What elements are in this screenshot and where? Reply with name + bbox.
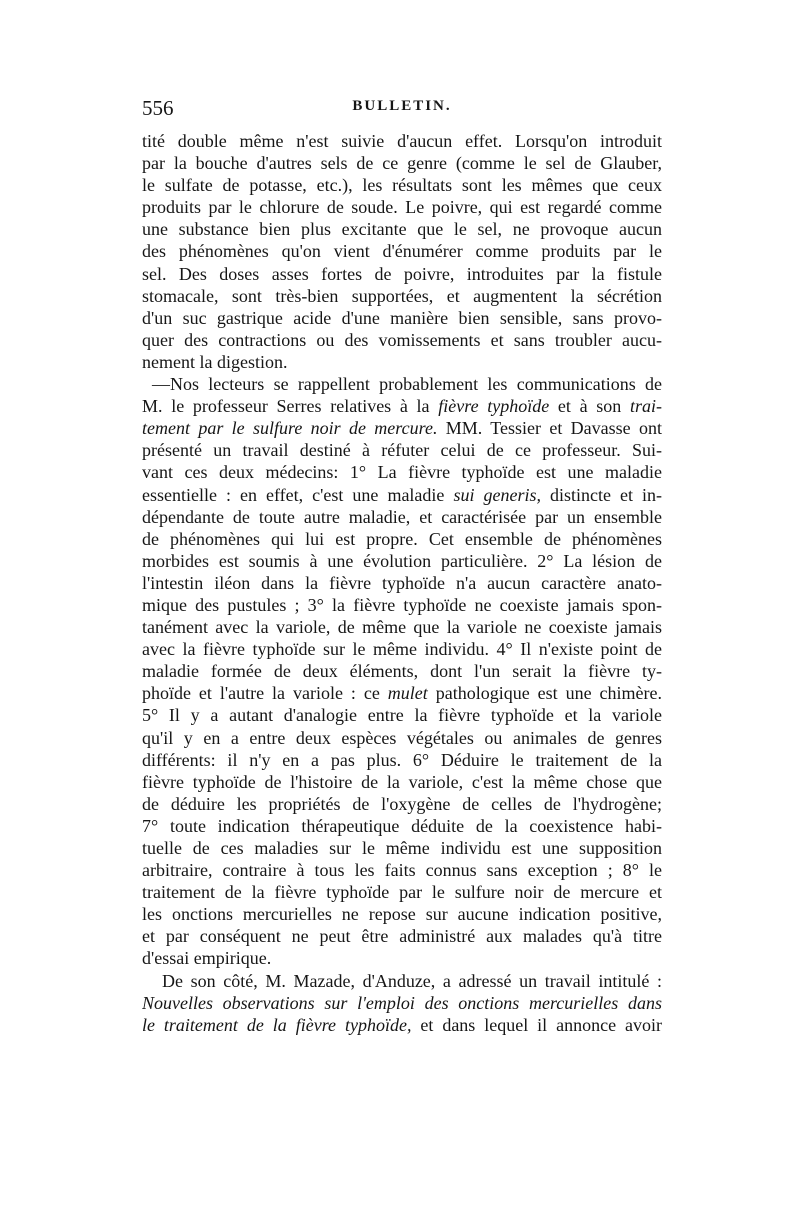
text-line [142,727,662,749]
text-segment: 5° Il y a autant d'analogie entre la fièvre typhoïde et la variole [142,705,662,726]
italic-text: fièvre typhoïde [438,396,550,417]
text-segment: de phénomènes qui lui est propre. Cet ensemble de phénomènes [142,528,662,549]
page-header [142,90,662,126]
text-line [142,594,662,616]
text-segment: l'intestin iléon dans la fièvre typhoïde n'a aucun caractère anato- [142,572,662,593]
italic-text: mulet [387,683,428,704]
text-segment: de déduire les propriétés de l'oxygène de celles de l'hydrogène; [142,793,662,814]
text-segment: M. le professeur Serres relatives à la [142,396,439,417]
italic-text: sui generis, [453,484,541,505]
text-segment: d'essai empirique. [142,948,272,969]
text-line [142,174,662,196]
text-segment: pathologique est une chimère. [427,683,662,704]
text-segment: 7° toute indication thérapeutique déduite de la coexistence habi- [142,815,662,836]
text-line [142,484,662,506]
text-segment: avec la fièvre typhoïde sur le même individu. 4° Il n'existe point de [142,639,662,660]
text-line [142,749,662,771]
text-line [142,307,662,329]
text-line [142,461,662,483]
text-line [142,970,662,992]
text-segment: tité double même n'est suivie d'aucun effet. Lorsqu'on introduit [142,131,662,151]
text-segment: nement la digestion. [142,351,288,372]
text-line [142,373,662,395]
text-line [142,218,662,240]
text-segment: vant ces deux médecins: 1° La fièvre typhoïde est une maladie [142,462,662,483]
page-number: 556 [142,96,174,120]
text-segment: tuelle de ces maladies sur le même individu est une supposition [142,838,662,858]
text-segment: produits par le chlorure de soude. Le poivre, qui est regardé comme [142,197,662,218]
text-segment: différents: il n'y en a pas plus. 6° Déduire le traitement de la [142,749,662,770]
text-line [142,439,662,461]
running-title: BULLETIN. [352,98,452,114]
text-line [142,925,662,947]
text-line [142,196,662,218]
text-line [142,992,662,1014]
body-text [142,130,662,1036]
text-line [142,1014,662,1036]
text-line [142,660,662,682]
italic-text: trai- [629,396,662,417]
text-line [142,395,662,417]
text-line [142,130,662,152]
text-line [142,572,662,594]
text-segment: arbitraire, contraire à tous les faits connus sans exception ; 8° le [142,860,662,881]
text-line [142,947,662,969]
text-segment: —Nos lecteurs se rappellent probablement les communications de [152,374,662,395]
text-line [142,351,662,373]
text-segment: essentielle : en effet, c'est une maladie [142,484,454,505]
text-line [142,506,662,528]
text-line [142,903,662,925]
text-line [142,881,662,903]
text-segment: quer des contractions ou des vomissements et sans troubler aucu- [142,329,662,350]
text-segment: des phénomènes qu'on vient d'énumérer comme produits par le [142,241,662,262]
text-segment: phoïde et l'autre la variole : ce [142,683,388,704]
text-line [142,837,662,859]
text-line [142,528,662,550]
text-segment: MM. Tessier et Davasse ont [437,418,662,439]
text-line [142,859,662,881]
text-segment: tanément avec la variole, de même que la variole ne coexiste jamais [142,617,662,638]
text-line [142,152,662,174]
text-segment: morbides est soumis à une évolution particulière. 2° La lésion de [142,550,662,571]
text-segment: les onctions mercurielles ne repose sur aucune indication positive, [142,904,662,925]
italic-text: tement par le sulfure noir de mercure. [142,418,438,439]
text-segment: maladie formée de deux éléments, dont l'un serait la fièvre ty- [142,661,662,682]
text-segment: stomacale, sont très-bien supportées, et augmentent la sécrétion [142,285,662,306]
text-segment: dépendante de toute autre maladie, et caractérisée par un ensemble [142,506,662,527]
italic-text: Nouvelles observations sur l'emploi des onctions mercurielles dans [142,992,662,1013]
text-segment: une substance bien plus excitante que le sel, ne provoque aucun [142,219,662,240]
text-segment: d'un suc gastrique acide d'une manière bien sensible, sans provo- [142,307,662,328]
text-segment: et à son [549,396,630,417]
text-line [142,682,662,704]
italic-text: le traitement de la fièvre typhoïde, [142,1014,412,1035]
text-segment: par la bouche d'autres sels de ce genre (comme le sel de Glauber, [142,153,662,174]
text-segment: De son côté, M. Mazade, d'Anduze, a adressé un travail intitulé : [162,970,662,991]
text-segment: distincte et in- [540,484,662,505]
text-line [142,815,662,837]
text-line [142,263,662,285]
text-segment: sel. Des doses asses fortes de poivre, introduites par la fistule [142,263,662,284]
text-line [142,285,662,307]
text-segment: présenté un travail destiné à réfuter celui de ce professeur. Sui- [142,440,662,461]
text-line [142,240,662,262]
text-line [142,771,662,793]
text-line [142,417,662,439]
text-segment: et dans lequel il annonce avoir [411,1014,662,1035]
text-line [142,638,662,660]
text-line [142,616,662,638]
text-segment: et par conséquent ne peut être administré aux malades qu'à titre [142,926,662,947]
text-segment: le sulfate de potasse, etc.), les résultats sont les mêmes que ceux [142,175,662,196]
text-segment: fièvre typhoïde de l'histoire de la variole, c'est la même chose que [142,771,662,792]
text-line [142,793,662,815]
text-line [142,550,662,572]
text-line [142,704,662,726]
text-segment: traitement de la fièvre typhoïde par le sulfure noir de mercure et [142,882,662,903]
text-line [142,329,662,351]
text-segment: mique des pustules ; 3° la fièvre typhoïde ne coexiste jamais spon- [142,594,662,615]
text-segment: qu'il y en a entre deux espèces végétales ou animales de genres [142,727,662,748]
